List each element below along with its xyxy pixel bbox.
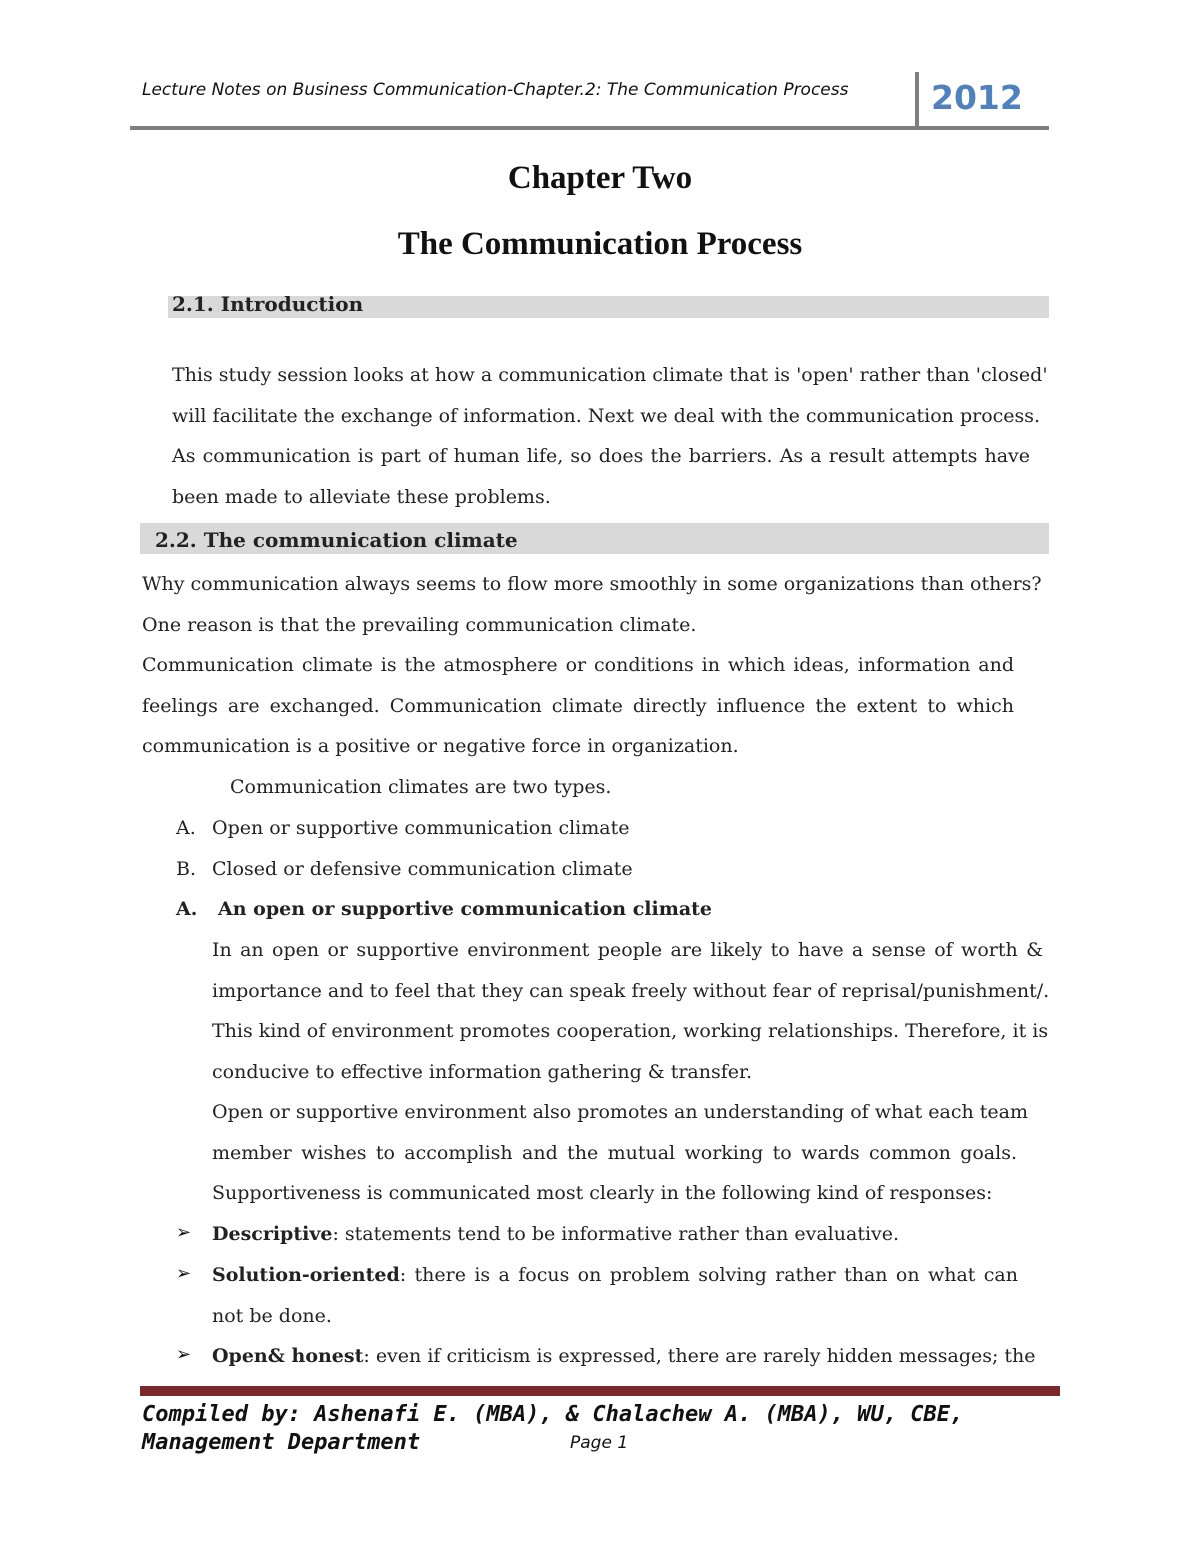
paragraph-line: In an open or supportive environment people are likely to have a sense of worth &: [212, 939, 1043, 961]
paragraph-line: This study session looks at how a communication climate that is 'open' rather than 'closed': [172, 364, 1048, 386]
list-letter: A.: [176, 817, 196, 839]
paragraph-line: Supportiveness is communicated most clearly in the following kind of responses:: [212, 1182, 993, 1204]
paragraph-line: As communication is part of human life, so does the barriers. As a result attempts have: [172, 445, 1030, 467]
list-item-text: Open or supportive communication climate: [212, 817, 630, 839]
bullet-text: : even if criticism is expressed, there are rarely hidden messages; the: [363, 1345, 1036, 1367]
open-climate-paragraph: [212, 930, 1050, 1214]
types-intro-text: Communication climates are two types.: [230, 776, 612, 798]
section-number: 2.2.: [155, 528, 197, 552]
footer-credits: Compiled by: Ashenafi E. (MBA), & Chalachew A. (MBA), WU, CBE,: [142, 1402, 964, 1427]
paragraph-line: Communication climate is the atmosphere or conditions in which ideas, information and: [142, 654, 1014, 676]
footer-department: Management Department: [142, 1430, 421, 1455]
subheading-letter: A.: [176, 898, 198, 920]
paragraph-line: been made to alleviate these problems.: [172, 485, 551, 508]
header-rule: [130, 126, 1049, 130]
bullet-item: [212, 1255, 1018, 1336]
paragraph-line: feelings are exchanged. Communication climate directly influence the extent to which: [142, 694, 1014, 717]
bullet-term: Descriptive: [212, 1223, 333, 1245]
bullet-text: : there is a focus on problem solving rather than on what can: [399, 1264, 1018, 1286]
arrow-bullet-icon: ➢: [176, 1222, 192, 1243]
arrow-bullet-icon: ➢: [176, 1344, 192, 1365]
paragraph-line: member wishes to accomplish and the mutual working to wards common goals.: [212, 1141, 1017, 1164]
bullet-text: : statements tend to be informative rather than evaluative.: [332, 1223, 900, 1245]
paragraph-line: This kind of environment promotes cooperation, working relationships. Therefore, it is: [212, 1020, 1049, 1042]
section-heading-climate: [155, 528, 518, 552]
chapter-subtitle: The Communication Process: [397, 226, 803, 262]
header-year: 2012: [931, 78, 1023, 117]
section-title: The communication climate: [203, 528, 518, 552]
arrow-bullet-icon: ➢: [176, 1263, 192, 1284]
footer-rule: [140, 1386, 1060, 1396]
section-heading-introduction: 2.1. Introduction: [172, 292, 364, 316]
paragraph-line: communication is a positive or negative force in organization.: [142, 735, 739, 757]
list-letter: B.: [176, 858, 197, 880]
running-header-title: Lecture Notes on Business Communication-Chapter.2: The Communication Process: [142, 80, 849, 100]
paragraph-line: Why communication always seems to flow more smoothly in some organizations than others?: [142, 573, 1042, 595]
bullet-text: not be done.: [212, 1304, 332, 1327]
paragraph-line: One reason is that the prevailing communication climate.: [142, 613, 697, 636]
paragraph-line: Open or supportive environment also promotes an understanding of what each team: [212, 1101, 1028, 1123]
header-divider: [915, 72, 919, 128]
introduction-paragraph: [172, 355, 1048, 517]
list-item-text: Closed or defensive communication climate: [212, 858, 633, 880]
bullet-item: [212, 1214, 1032, 1255]
bullet-item: [212, 1336, 1036, 1377]
paragraph-line: will facilitate the exchange of information. Next we deal with the communication process.: [172, 404, 1041, 427]
types-intro: [230, 767, 611, 808]
chapter-title: Chapter Two: [507, 160, 693, 196]
subheading-open-climate: An open or supportive communication climate: [218, 898, 712, 920]
page-number: Page 1: [570, 1433, 629, 1453]
paragraph-line: conducive to effective information gathering & transfer.: [212, 1060, 753, 1083]
bullet-term: Open& honest: [212, 1345, 364, 1367]
paragraph-line: importance and to feel that they can speak freely without fear of reprisal/punishment/.: [212, 979, 1050, 1002]
bullet-term: Solution-oriented: [212, 1264, 400, 1286]
climate-paragraph: [142, 564, 1042, 767]
